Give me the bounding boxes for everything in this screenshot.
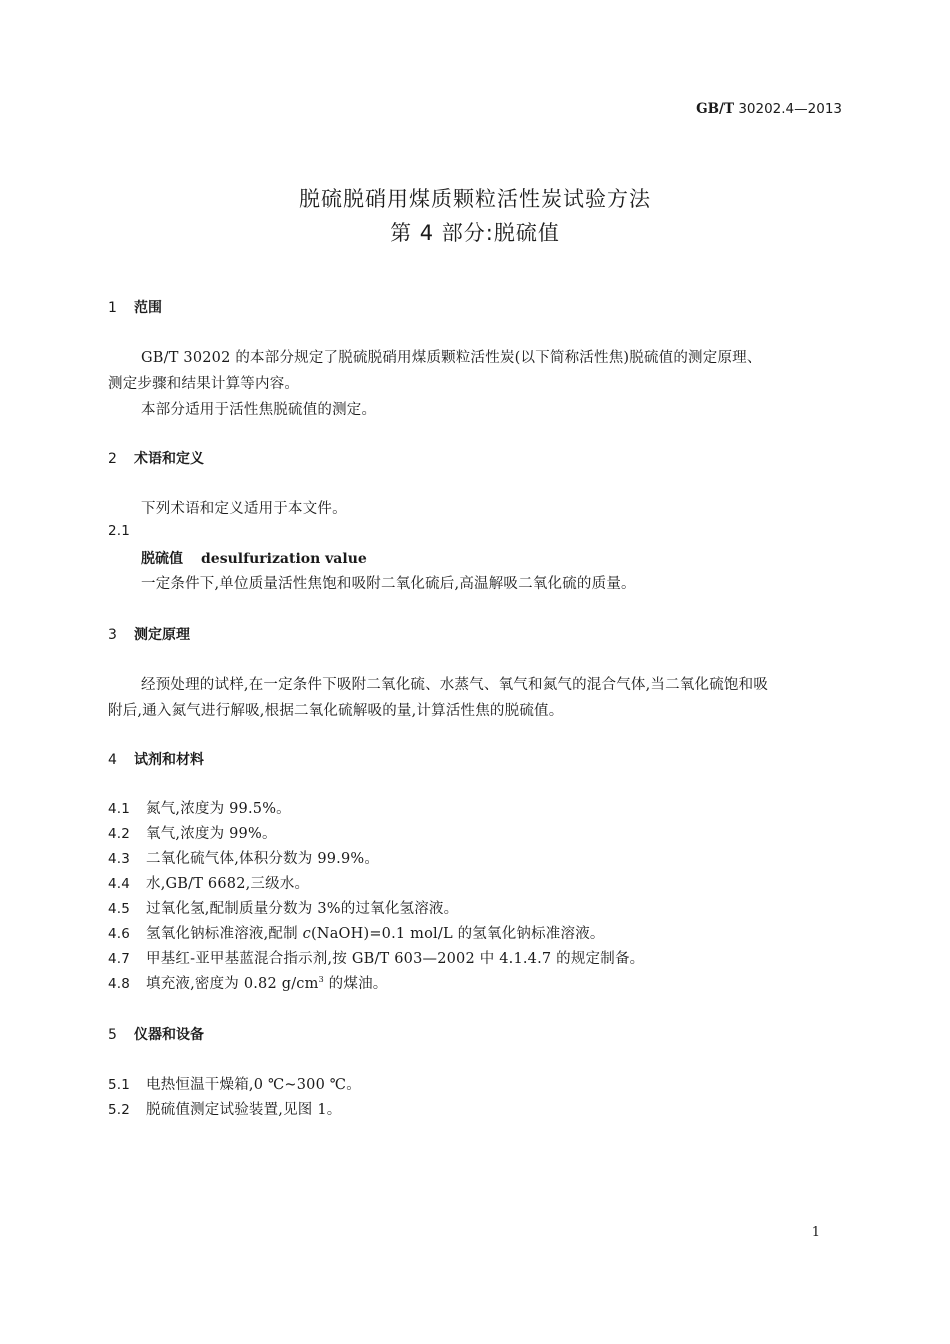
item-text: 水,GB/T 6682,三级水。	[146, 876, 310, 892]
item-number: 4.5	[108, 901, 131, 917]
section-number: 2	[108, 451, 117, 467]
document-subtitle: 第 4 部分:脱硫值	[390, 221, 560, 245]
list-item	[108, 797, 291, 818]
standard-code: 30202.4—2013	[738, 101, 842, 117]
item-text: 氧气,浓度为 99%。	[146, 826, 277, 842]
document-title: 脱硫脱硝用煤质颗粒活性炭试验方法	[299, 187, 651, 211]
section-title: 术语和定义	[134, 451, 204, 467]
item-text: 电热恒温干燥箱,0 ℃~300 ℃。	[146, 1077, 361, 1093]
section-title: 测定原理	[134, 627, 190, 643]
section-3-paragraph-line-2: 附后,通入氮气进行解吸,根据二氧化硫解吸的量,计算活性焦的脱硫值。	[108, 703, 564, 719]
section-1-heading	[108, 297, 162, 317]
term-chinese: 脱硫值	[141, 551, 183, 567]
list-item	[108, 1073, 361, 1094]
section-2-heading	[108, 448, 204, 468]
list-item	[108, 947, 644, 968]
term-number	[108, 523, 146, 539]
item-superscript: 3	[318, 975, 324, 985]
section-number: 4	[108, 752, 117, 768]
section-3-heading	[108, 624, 190, 644]
item-number: 4.4	[108, 876, 131, 892]
item-number: 4.7	[108, 951, 131, 967]
list-item	[108, 922, 605, 943]
section-number: 3	[108, 627, 117, 643]
item-number: 4.2	[108, 826, 131, 842]
item-text: 的煤油。	[323, 976, 388, 992]
list-item	[108, 1098, 341, 1119]
list-item	[108, 972, 387, 993]
item-number: 4.3	[108, 851, 131, 867]
item-number: 5.2	[108, 1102, 131, 1118]
section-1-paragraph-2: 本部分适用于活性焦脱硫值的测定。	[141, 402, 377, 418]
section-number: 5	[108, 1027, 117, 1043]
item-variable: c	[302, 926, 311, 942]
section-2-intro: 下列术语和定义适用于本文件。	[141, 501, 347, 517]
item-text: 甲基红-亚甲基蓝混合指示剂,按 GB/T 603—2002 中 4.1.4.7 的规定制备。	[146, 951, 645, 967]
standard-number	[696, 101, 842, 117]
standard-prefix: GB/T	[696, 101, 735, 117]
item-number: 4.8	[108, 976, 131, 992]
item-text: 过氧化氢,配制质量分数为 3%的过氧化氢溶液。	[146, 901, 459, 917]
page-number: 1	[811, 1225, 820, 1240]
term-definition: 一定条件下,单位质量活性焦饱和吸附二氧化硫后,高温解吸二氧化硫的质量。	[141, 576, 636, 592]
item-text: 脱硫值测定试验装置,见图 1。	[146, 1102, 342, 1118]
section-5-heading	[108, 1024, 204, 1044]
item-text: 二氧化硫气体,体积分数为 99.9%。	[146, 851, 380, 867]
term-entry	[141, 548, 367, 568]
list-item	[108, 872, 309, 893]
item-text: (NaOH)=0.1 mol/L 的氢氧化钠标准溶液。	[310, 926, 605, 942]
section-1-paragraph-1-line-2: 测定步骤和结果计算等内容。	[108, 376, 300, 392]
item-text: 氮气,浓度为 99.5%。	[146, 801, 291, 817]
section-4-heading	[108, 749, 204, 769]
section-3-paragraph-line-1: 经预处理的试样,在一定条件下吸附二氧化硫、水蒸气、氧气和氮气的混合气体,当二氧化硫饱和吸	[141, 677, 769, 693]
list-item	[108, 897, 458, 918]
item-number: 4.6	[108, 926, 131, 942]
section-1-paragraph-1-line-1: GB/T 30202 的本部分规定了脱硫脱硝用煤质颗粒活性炭(以下简称活性焦)脱硫值的测定原理、	[141, 350, 762, 366]
item-text: 填充液,密度为 0.82 g/cm	[146, 976, 319, 992]
section-title: 范围	[134, 300, 162, 316]
section-number: 1	[108, 300, 117, 316]
item-number: 4.1	[108, 801, 131, 817]
term-number-label: 2.1	[108, 523, 131, 539]
term-english: desulfurization value	[201, 551, 367, 567]
item-text: 氢氧化钠标准溶液,配制	[146, 926, 303, 942]
list-item	[108, 822, 277, 843]
item-number: 5.1	[108, 1077, 131, 1093]
list-item	[108, 847, 379, 868]
section-title: 试剂和材料	[134, 752, 204, 768]
section-title: 仪器和设备	[134, 1027, 204, 1043]
